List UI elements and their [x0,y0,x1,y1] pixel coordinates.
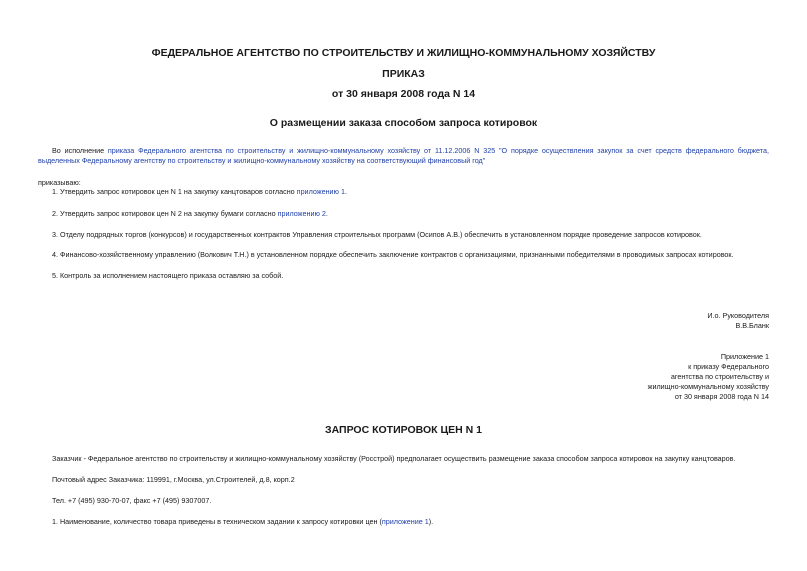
agency-title: ФЕДЕРАЛЬНОЕ АГЕНТСТВО ПО СТРОИТЕЛЬСТВУ И ЖИЛИЩНО-КОММУНАЛЬНОМУ ХОЗЯЙСТВУ [151,47,656,59]
signature-name: В.В.Бланк [735,321,769,330]
item-4: 4. Финансово-хозяйственному управлению (Волкович Т.Н.) в установленном порядке обеспечить заключение контрактов с организациями, признанными победителями в проводимых запросах котировок. [52,250,734,259]
item-1-text: 1. Утвердить запрос котировок цен N 1 на закупку канцтоваров согласно [52,187,297,196]
appendix-2-link[interactable]: приложению 2 [277,209,326,218]
request-p4-text: 1. Наименование, количество товара приведены в техническом задании к запросу котировки цен ( [52,517,382,526]
request-paragraph-4 [52,517,433,526]
item-2-end: . [325,209,328,218]
preamble-paragraph [38,146,769,166]
appendix-line-2: к приказу Федерального [688,362,769,371]
request-paragraph-1: Заказчик - Федеральное агентство по строительству и жилищно-коммунальному хозяйству (Росстрой) предполагает осуществить размещение заказа способом запроса котировок на закупку канцтоваров. [52,454,736,463]
doc-type: ПРИКАЗ [382,68,425,80]
doc-subject: О размещении заказа способом запроса котировок [269,117,538,129]
appendix-line-4: жилищно-коммунальному хозяйству [647,382,769,391]
item-2-text: 2. Утвердить запрос котировок цен N 2 на закупку бумаги согласно [52,209,278,218]
request-p4-end: ). [428,517,434,526]
request-title: ЗАПРОС КОТИРОВОК ЦЕН N 1 [325,424,482,436]
technical-appendix-link[interactable]: приложение 1 [381,517,429,526]
appendix-line-5: от 30 января 2008 года N 14 [674,392,769,401]
item-3: 3. Отделу подрядных торгов (конкурсов) и государственных контрактов Управления строительных программ (Осипов А.В.) обеспечить в установленном порядке проведение запросов котировок. [52,230,702,239]
appendix-line-3: агентства по строительству и [670,372,769,381]
item-5: 5. Контроль за исполнением настоящего приказа оставляю за собой. [52,271,284,280]
request-paragraph-3: Тел. +7 (495) 930-70-07, факс +7 (495) 9307007. [52,496,212,505]
appendix-1-link[interactable]: приложению 1 [296,187,345,196]
order-word: приказываю: [38,178,81,187]
order-325-link[interactable]: приказа Федерального агентства по строительству и жилищно-коммунальному хозяйству от 11.12.2006 N 325 "О порядке осуществления закупок за счет средств федерального бюджета, выделенных Федеральному агентству по строительству и жилищно-коммунальному хозяйству на соответствующий финансовый год" [38,146,769,165]
item-1-end: . [344,187,347,196]
request-paragraph-2: Почтовый адрес Заказчика: 119991, г.Москва, ул.Строителей, д.8, корп.2 [52,475,295,484]
item-2 [52,209,328,218]
preamble-lead: Во исполнение [52,146,108,155]
signature-position: И.о. Руководителя [707,311,769,320]
item-1 [52,187,347,196]
appendix-line-1: Приложение 1 [720,352,769,361]
doc-date: от 30 января 2008 года N 14 [331,88,476,100]
